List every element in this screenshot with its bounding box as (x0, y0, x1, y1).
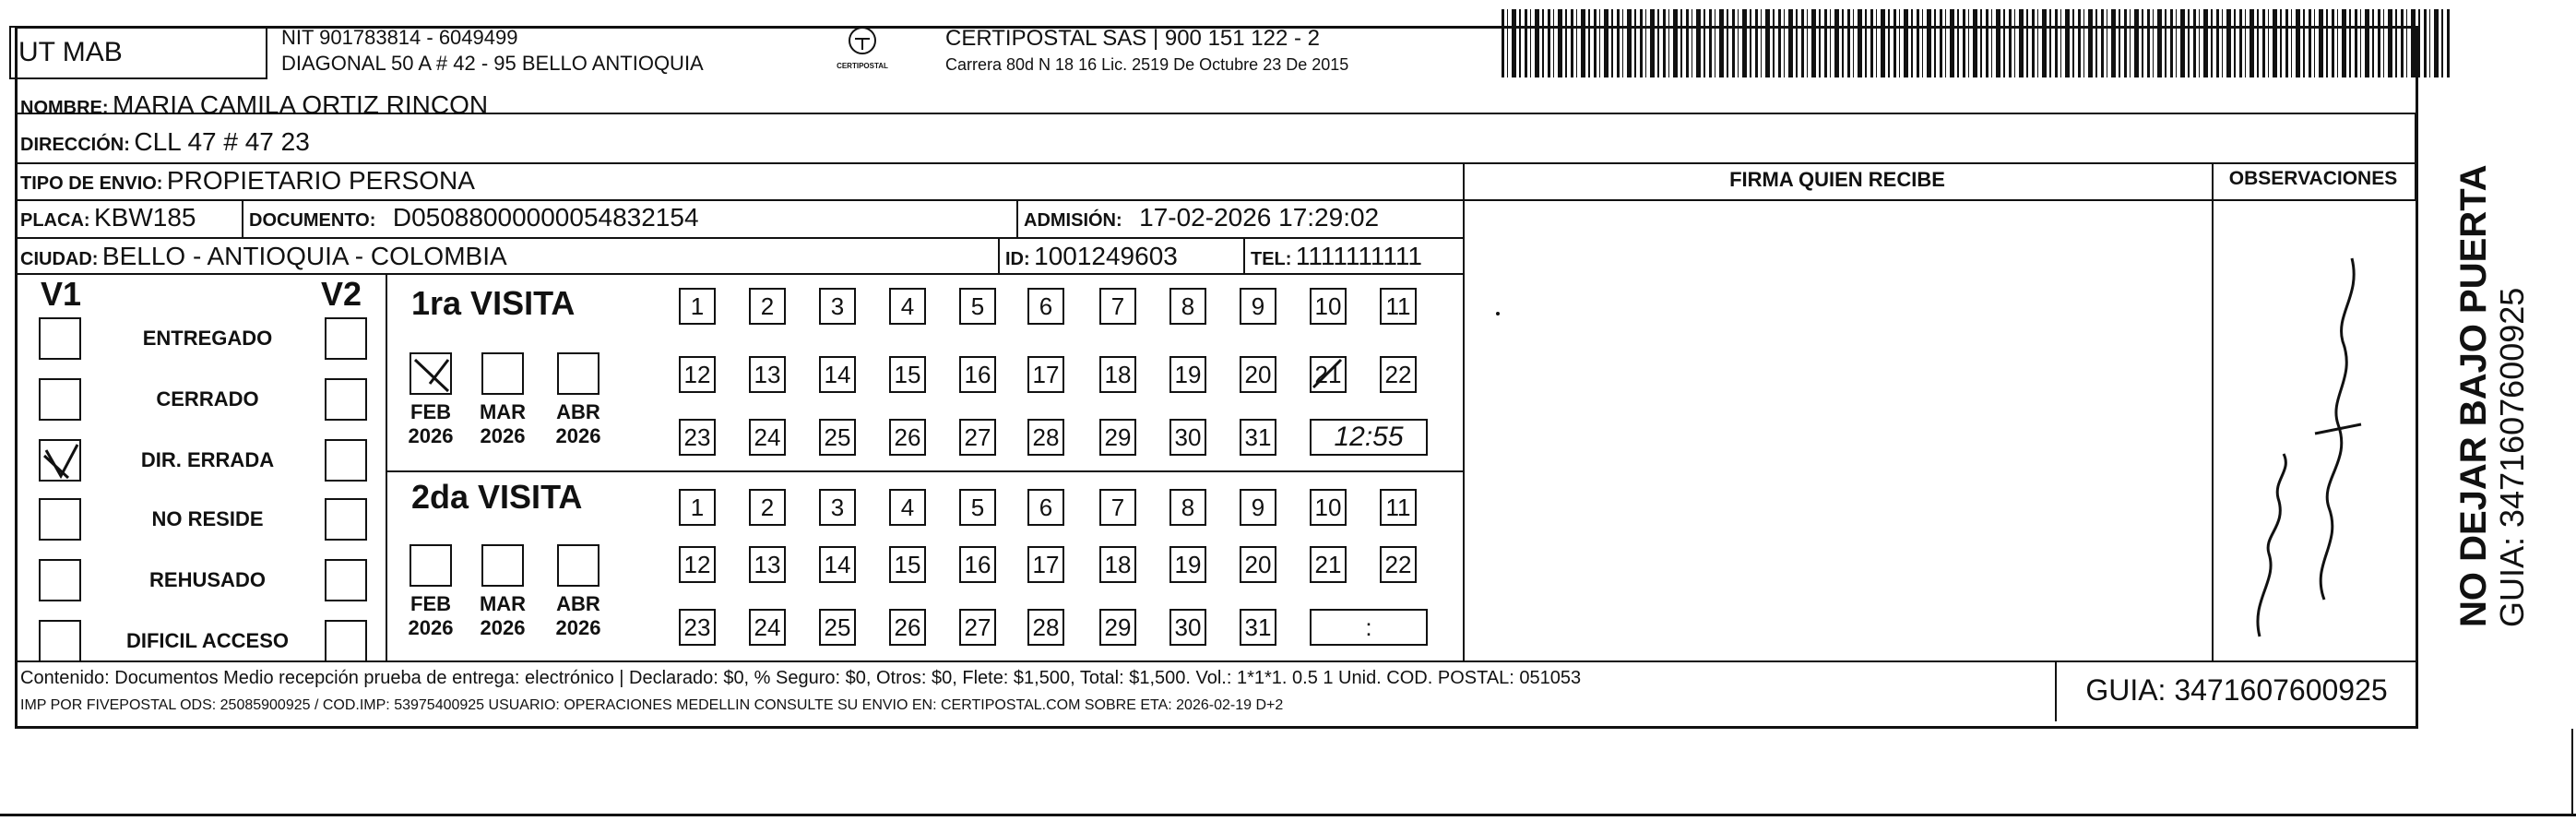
month-checkbox[interactable] (557, 544, 599, 587)
documento-row (249, 203, 699, 232)
side-text (2453, 164, 2531, 627)
carrier-license: Carrera 80d N 18 16 Lic. 2519 De Octubre 23 De 2015 (945, 55, 1349, 74)
rule (386, 470, 1463, 472)
day-box[interactable]: 30 (1169, 609, 1206, 646)
day-box[interactable]: 15 (889, 546, 926, 583)
month-checkbox[interactable] (481, 352, 524, 395)
day-box[interactable]: 23 (679, 419, 716, 456)
rule (2212, 162, 2214, 660)
rule (15, 660, 2418, 662)
tel-value: 1111111111 (1295, 242, 1422, 270)
documento-value: D05088000000054832154 (392, 203, 699, 232)
month-checkbox[interactable] (410, 352, 452, 395)
month-label (550, 592, 607, 640)
form-frame (15, 26, 2418, 729)
day-box[interactable]: 8 (1169, 489, 1206, 526)
day-box[interactable]: 25 (819, 419, 856, 456)
day-box[interactable]: 12 (679, 356, 716, 393)
day-box[interactable]: 4 (889, 489, 926, 526)
month-name: ABR (556, 400, 600, 423)
day-box[interactable]: 30 (1169, 419, 1206, 456)
status-label: CERRADO (156, 387, 259, 410)
day-box[interactable]: 15 (889, 356, 926, 393)
day-box[interactable]: 6 (1027, 288, 1064, 325)
side-guia: GUIA: 3471607600925 (2493, 287, 2531, 627)
placa-value: KBW185 (94, 203, 196, 232)
signature-dot (1496, 312, 1500, 315)
v2-checkbox[interactable] (325, 317, 367, 360)
day-box[interactable]: 29 (1099, 419, 1136, 456)
day-box[interactable]: 16 (959, 546, 996, 583)
rule (1243, 237, 1245, 273)
ciudad-label: CIUDAD: (20, 249, 99, 269)
rule (2415, 113, 2416, 201)
documento-label: DOCUMENTO: (249, 210, 376, 231)
day-box[interactable]: 10 (1310, 489, 1347, 526)
month-name: MAR (479, 400, 527, 423)
v1-checkbox[interactable] (39, 620, 81, 662)
day-box[interactable]: 3 (819, 489, 856, 526)
status-label: DIFICIL ACCESO (125, 629, 289, 652)
company-nit: NIT 901783814 - 6049499 (281, 26, 518, 49)
id-row (1005, 242, 1178, 271)
day-box[interactable]: 7 (1099, 489, 1136, 526)
status-label: REHUSADO (149, 568, 266, 591)
visit1-title: 1ra VISITA (411, 284, 576, 322)
rule (998, 237, 1000, 273)
day-box[interactable]: 23 (679, 609, 716, 646)
day-box[interactable]: 24 (749, 609, 786, 646)
month-year: 2026 (555, 424, 601, 447)
tel-row (1251, 242, 1422, 271)
rule (15, 162, 2418, 164)
day-box[interactable]: 24 (749, 419, 786, 456)
company-address: DIAGONAL 50 A # 42 - 95 BELLO ANTIOQUIA (281, 52, 704, 75)
tipo-row (20, 166, 475, 196)
v2-checkbox[interactable] (325, 439, 367, 482)
month-name: MAR (479, 592, 527, 615)
v2-label: V2 (321, 275, 362, 313)
v2-checkbox[interactable] (325, 620, 367, 662)
day-box[interactable]: 5 (959, 288, 996, 325)
v1-checkbox[interactable] (39, 439, 81, 482)
day-box[interactable]: 9 (1240, 288, 1276, 325)
day-box[interactable]: 13 (749, 546, 786, 583)
month-name: ABR (556, 592, 600, 615)
id-value: 1001249603 (1034, 242, 1178, 270)
month-name: FEB (410, 592, 451, 615)
day-box[interactable]: 28 (1027, 609, 1064, 646)
month-checkbox[interactable] (410, 544, 452, 587)
month-label (402, 592, 459, 640)
logo-text: CERTIPOSTAL (837, 62, 888, 70)
carrier-name: CERTIPOSTAL SAS | 900 151 122 - 2 (945, 26, 1320, 51)
status-label: ENTREGADO (142, 327, 273, 350)
placa-label: PLACA: (20, 210, 90, 231)
day-box[interactable]: 26 (889, 609, 926, 646)
day-box[interactable]: 4 (889, 288, 926, 325)
day-box[interactable]: 22 (1380, 356, 1417, 393)
v1-checkbox[interactable] (39, 498, 81, 541)
rule (386, 273, 387, 660)
day-box[interactable]: 2 (749, 489, 786, 526)
v1-label: V1 (41, 275, 82, 313)
time-box[interactable]: : (1310, 609, 1428, 646)
day-box[interactable]: 13 (749, 356, 786, 393)
day-box[interactable]: 27 (959, 419, 996, 456)
nombre-label: NOMBRE: (20, 98, 109, 118)
day-box[interactable]: 1 (679, 288, 716, 325)
v1-checkbox[interactable] (39, 317, 81, 360)
day-box[interactable]: 31 (1240, 609, 1276, 646)
ciudad-value: BELLO - ANTIOQUIA - COLOMBIA (101, 242, 507, 270)
day-box[interactable]: 11 (1380, 288, 1417, 325)
day-box[interactable]: 27 (959, 609, 996, 646)
day-box[interactable]: 11 (1380, 489, 1417, 526)
month-label (550, 400, 607, 448)
day-box[interactable]: 12 (679, 546, 716, 583)
day-box[interactable]: 14 (819, 546, 856, 583)
day-box[interactable]: 21 (1310, 356, 1347, 393)
day-box[interactable]: 10 (1310, 288, 1347, 325)
v2-checkbox[interactable] (325, 378, 367, 421)
day-box[interactable]: 5 (959, 489, 996, 526)
day-box[interactable]: 16 (959, 356, 996, 393)
month-label (402, 400, 459, 448)
v1-checkbox[interactable] (39, 559, 81, 601)
v2-checkbox[interactable] (325, 498, 367, 541)
side-note: NO DEJAR BAJO PUERTA (2453, 164, 2494, 627)
month-year: 2026 (408, 616, 454, 639)
direccion-row (20, 127, 310, 157)
footer-guia: GUIA: 3471607600925 (2085, 673, 2388, 707)
day-box[interactable]: 20 (1240, 356, 1276, 393)
placa-row (20, 203, 196, 232)
footer-contenido: Contenido: Documentos Medio recepción prueba de entrega: electrónico | Declarado: $0, % Seguro: $0, Otros: $0, Flete: $1,500, Total: $1,500. Vol.: 1*1*1. 0.5 1 Unid. COD. POSTAL: 051053 (20, 668, 1582, 688)
day-box[interactable]: 18 (1099, 546, 1136, 583)
v1-checkbox[interactable] (39, 378, 81, 421)
day-box[interactable]: 29 (1099, 609, 1136, 646)
day-box[interactable]: 9 (1240, 489, 1276, 526)
observacion-handwriting (2223, 212, 2407, 655)
day-box[interactable]: 22 (1380, 546, 1417, 583)
day-box[interactable]: 17 (1027, 546, 1064, 583)
tipo-value: PROPIETARIO PERSONA (166, 166, 475, 195)
rule (15, 199, 2418, 201)
status-label: NO RESIDE (151, 507, 264, 530)
day-box[interactable]: 2 (749, 288, 786, 325)
visit2-title: 2da VISITA (411, 478, 583, 516)
firma-header: FIRMA QUIEN RECIBE (1729, 168, 1945, 191)
day-box[interactable]: 6 (1027, 489, 1064, 526)
day-box[interactable]: 21 (1310, 546, 1347, 583)
time-box[interactable]: 12:55 (1310, 419, 1428, 456)
tipo-label: TIPO DE ENVIO: (20, 173, 163, 194)
direccion-value: CLL 47 # 47 23 (134, 127, 310, 156)
nombre-row (20, 90, 488, 120)
day-box[interactable]: 25 (819, 609, 856, 646)
month-year: 2026 (555, 616, 601, 639)
month-label (474, 592, 531, 640)
company-name: UT MAB (18, 37, 123, 67)
day-box[interactable]: 7 (1099, 288, 1136, 325)
ciudad-row (20, 242, 507, 271)
day-box[interactable]: 8 (1169, 288, 1206, 325)
day-box[interactable]: 31 (1240, 419, 1276, 456)
day-box[interactable]: 3 (819, 288, 856, 325)
day-box[interactable]: 18 (1099, 356, 1136, 393)
day-box[interactable]: 19 (1169, 356, 1206, 393)
day-box[interactable]: 1 (679, 489, 716, 526)
v2-checkbox[interactable] (325, 559, 367, 601)
status-label: DIR. ERRADA (140, 448, 275, 471)
rule (15, 237, 1463, 239)
day-box[interactable]: 26 (889, 419, 926, 456)
rule (242, 199, 243, 237)
month-year: 2026 (480, 616, 526, 639)
rule (1463, 162, 1465, 660)
admision-label: ADMISIÓN: (1024, 210, 1122, 231)
day-box[interactable]: 20 (1240, 546, 1276, 583)
direccion-label: DIRECCIÓN: (20, 135, 130, 155)
month-label (474, 400, 531, 448)
footer-imp: IMP POR FIVEPOSTAL ODS: 25085900925 / COD.IMP: 53975400925 USUARIO: OPERACIONES MEDELLIN CONSULTE SU ENVIO EN: CERTIPOSTAL.COM SOBRE ETA: 2026-02-19 D+2 (20, 697, 1284, 713)
rule (1016, 199, 1018, 237)
page-edge (2571, 729, 2573, 814)
day-box[interactable]: 28 (1027, 419, 1064, 456)
id-label: ID: (1005, 249, 1030, 269)
month-checkbox[interactable] (557, 352, 599, 395)
month-name: FEB (410, 400, 451, 423)
rule (15, 273, 1463, 275)
day-box[interactable]: 14 (819, 356, 856, 393)
observaciones-header: OBSERVACIONES (2228, 168, 2398, 189)
admision-row (1024, 203, 1379, 232)
page-edge (0, 814, 2576, 816)
month-year: 2026 (408, 424, 454, 447)
admision-value: 17-02-2026 17:29:02 (1139, 203, 1380, 232)
day-box[interactable]: 17 (1027, 356, 1064, 393)
nombre-value: MARIA CAMILA ORTIZ RINCON (113, 90, 489, 119)
month-checkbox[interactable] (481, 544, 524, 587)
day-box[interactable]: 19 (1169, 546, 1206, 583)
month-year: 2026 (480, 424, 526, 447)
tel-label: TEL: (1251, 249, 1292, 269)
